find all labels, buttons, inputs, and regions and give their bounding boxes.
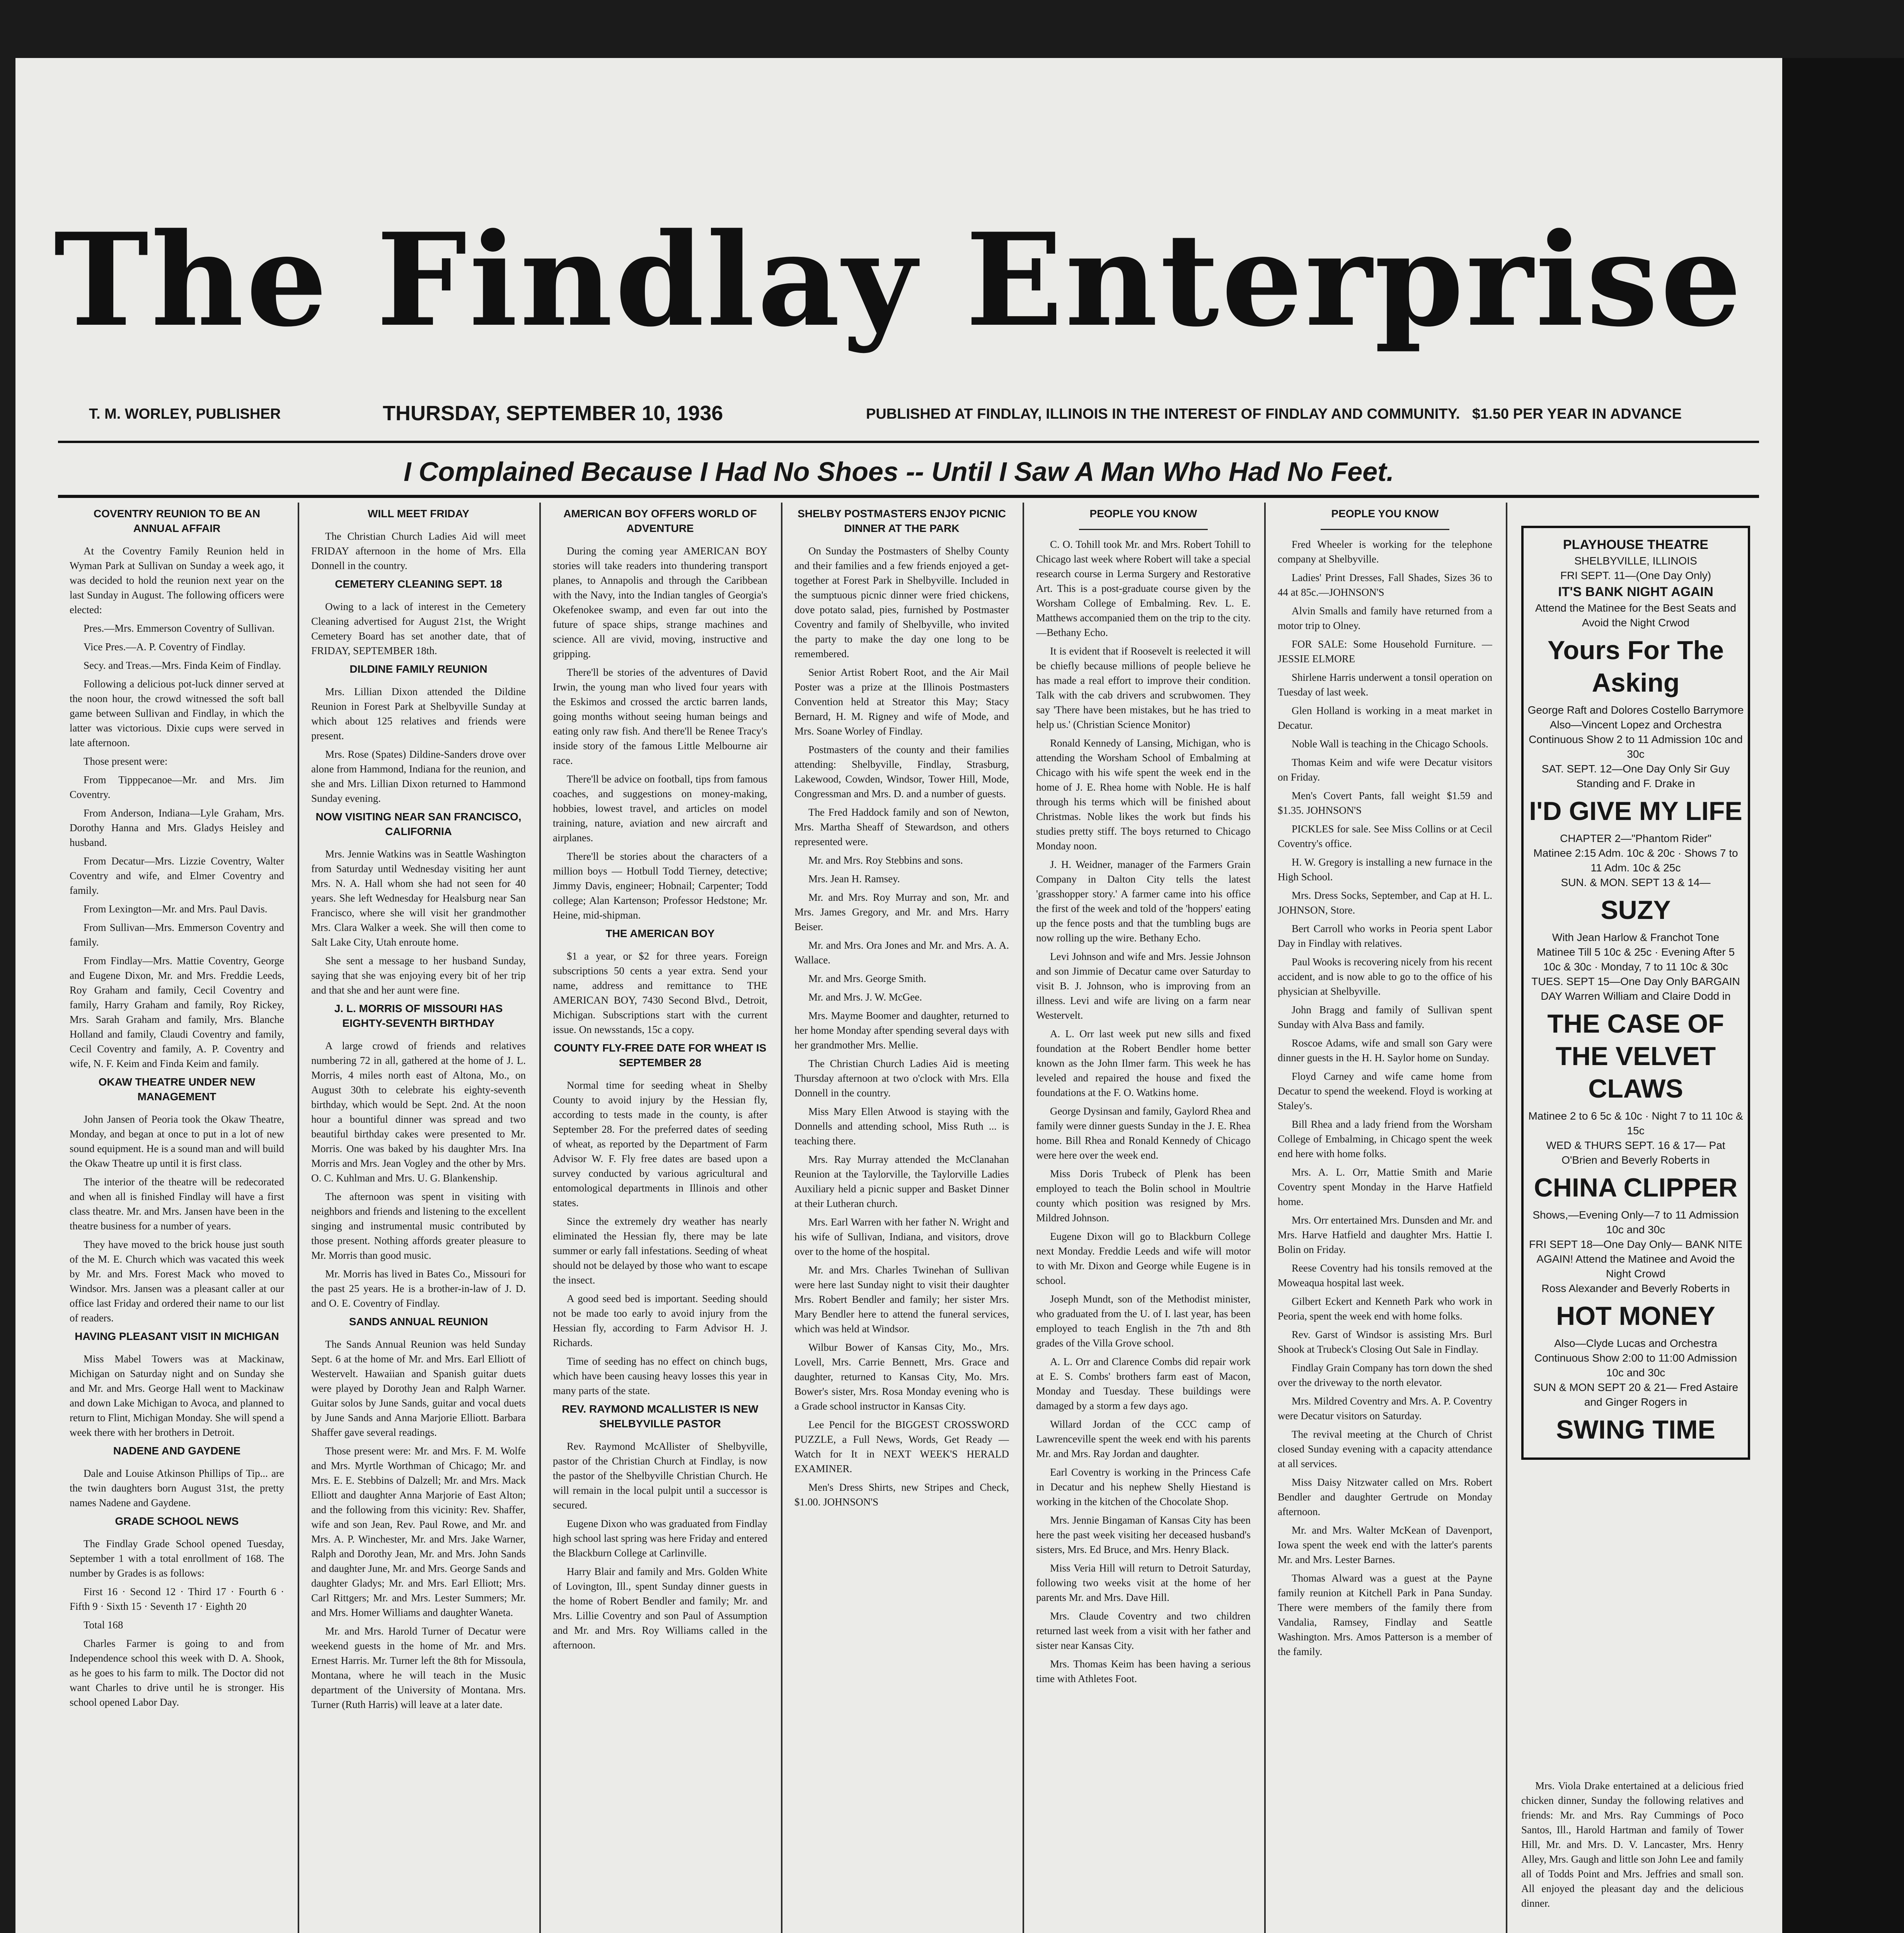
paragraph: Postmasters of the county and their families attending: Shelbyville, Findlay, Strasburg, Lakewood, Cowden, Windsor, Tower Hill, Mode, Congressman and Mrs. D. and a number of guests. (794, 744, 1009, 799)
paragraph: Dale and Louise Atkinson Phillips of Tip... are the twin daughters born August 31st, the pretty names Nadene and Gaydene. (70, 1468, 284, 1509)
ad-line: Also—Vincent Lopez and Orchestra Continuous Show 2 to 11 Admission 10c and 30c (1529, 719, 1743, 760)
paragraph: Men's Covert Pants, fall weight $1.59 and $1.35. JOHNSON'S (1278, 790, 1492, 816)
paragraph: Mrs. Lillian Dixon attended the Dildine Reunion in Forest Park at Shelbyville Sunday at which about 125 relatives and friends were present. (311, 686, 526, 741)
headline: PEOPLE YOU KNOW (1089, 508, 1197, 520)
paragraph: The afternoon was spent in visiting with neighbors and friends and listening to the excellent singing and instrumental music contributed by those present. Nothing affords greater pleasure to Mr. Morris than good music. (311, 1191, 526, 1261)
paragraph: It is evident that if Roosevelt is reelected it will be chiefly because millions of people believe he has made a real effort to improve their condition. Talk with the cab drivers and scrubwomen. They say 'There have been mistakes, but he has tried to help us.' (Christian Science Monitor) (1036, 645, 1251, 730)
ad-film-title: I'D GIVE MY LIFE (1529, 796, 1742, 826)
paragraph: Vice Pres.—A. P. Coventry of Findlay. (84, 641, 245, 653)
paragraph: Eugene Dixon who was graduated from Findlay high school last spring was here Friday and entered the Blackburn College at Carlinville. (553, 1518, 767, 1559)
headline: THE AMERICAN BOY (605, 927, 715, 939)
paragraph: Mrs. Jennie Bingaman of Kansas City has been here the past week visiting her deceased husband's sisters, Mrs. Ed Bruce, and Mrs. Henry Black. (1036, 1514, 1251, 1555)
paragraph: Alvin Smalls and family have returned from a motor trip to Olney. (1278, 605, 1492, 631)
paragraph: Lee Pencil for the BIGGEST CROSSWORD PUZZLE, a Full News, Words, Get Ready — Watch for It in NEXT WEEK'S HERALD EXAMINER. (794, 1419, 1009, 1474)
paragraph: Pres.—Mrs. Emmerson Coventry of Sullivan. (84, 622, 275, 634)
column-2 (311, 503, 526, 1933)
paragraph: Mrs. Thomas Keim has been having a serious time with Athletes Foot. (1036, 1658, 1251, 1684)
paragraph: H. W. Gregory is installing a new furnace in the High School. (1278, 856, 1492, 883)
theatre-advertisement (1521, 526, 1750, 1460)
column-rule (1506, 503, 1507, 1933)
headline: PEOPLE YOU KNOW (1331, 508, 1439, 520)
paragraph: The Christian Church Ladies Aid is meeting Thursday afternoon at two o'clock with Mrs. Ella Donnell in the country. (794, 1058, 1009, 1099)
paragraph: Shirlene Harris underwent a tonsil operation on Tuesday of last week. (1278, 672, 1492, 698)
headline: COUNTY FLY-FREE DATE FOR WHEAT IS SEPTEMBER 28 (554, 1042, 767, 1069)
paragraph: Mrs. Dress Socks, September, and Cap at H. L. JOHNSON, Store. (1278, 890, 1492, 916)
ad-line: FRI SEPT 18—One Day Only— BANK NITE AGAIN! Attend the Matinee and Avoid the Night Crowd (1529, 1238, 1742, 1280)
paragraph: Mr. and Mrs. Ora Jones and Mr. and Mrs. A. A. Wallace. (794, 939, 1009, 966)
ad-line: Matinee 2:15 Adm. 10c & 20c · Shows 7 to 11 Adm. 10c & 25c (1533, 847, 1738, 874)
paragraph: C. O. Tohill took Mr. and Mrs. Robert Tohill to Chicago last week where Robert will take a special research course in Lerma Surgery and Restorative Art. This is a post-graduate course given by the Worsham College of Embalming. Rev. L. E. Matthews accompanied them on the trip to the city.—Bethany Echo. (1036, 539, 1251, 638)
headline: AMERICAN BOY OFFERS WORLD OF ADVENTURE (563, 508, 757, 534)
ad-line: WED & THURS SEPT. 16 & 17— Pat O'Brien and Beverly Roberts in (1546, 1139, 1725, 1166)
paragraph: Paul Wooks is recovering nicely from his recent accident, and is now able to go to the office of his physician at Shelbyville. (1278, 956, 1492, 997)
paragraph: Wilbur Bower of Kansas City, Mo., Mrs. Lovell, Mrs. Carrie Bennett, Mrs. Grace and daughter, returned to Kansas City, Mo. Mrs. Bower's sister, Mrs. Rosa Monday evening who is a Grade school instructor in Kansas City. (794, 1342, 1009, 1412)
paragraph: The revival meeting at the Church of Christ closed Sunday evening with a capacity attendance at all services. (1278, 1428, 1492, 1469)
paragraph: Mr. and Mrs. George Smith. (808, 973, 926, 984)
paragraph: From Sullivan—Mrs. Emmerson Coventry and family. (70, 922, 284, 948)
paragraph: Harry Blair and family and Mrs. Golden White of Lovington, Ill., spent Sunday dinner guests in the home of Robert Bendler and family; Mr. and Mrs. Lillie Coventry and son Paul of Assumption and Mr. and Mrs. Roy Williams called in the afternoon. (553, 1566, 767, 1651)
paragraph: She sent a message to her husband Sunday, saying that she was enjoying every bit of her trip and that she and her aunt were fine. (311, 955, 526, 996)
paragraph: Earl Coventry is working in the Princess Cafe in Decatur and his nephew Shelly Hiestand is working in the kitchen of the Chocolate Shop. (1036, 1466, 1251, 1507)
paragraph: Mrs. Claude Coventry and two children returned last week from a visit with her father and sister near Kansas City. (1036, 1610, 1251, 1651)
paragraph: Those present were: Mr. and Mrs. F. M. Wolfe and Mrs. Myrtle Worthman of Chicago; Mr. and Mrs. E. E. Stebbins of Dalzell; Mr. and Mrs. Mack Elliott and daughter Anna Marjorie of East Alton; and the following from this vicinity: Rev. Shaffer, wife and son Jean, Rev. Paul Rowe, and Mr. and Mrs. A. P. Winchester, Mr. and Mrs. Jake Warner, Ralph and Dorothy Jean, Mr. and Mrs. John Sands and daughter June, Mr. and Mrs. George Sands and daughter Gladys; Mr. and Mrs. Earl Elliott; Mrs. Carl Rittgers; Mr. and Mrs. Lester Summers; Mr. and Mrs. Homer Williams and daughter Waneta. (311, 1445, 526, 1618)
paragraph: A. L. Orr last week put new sills and fixed foundation at the Robert Bendler home better known as the John Ilmer farm. This week he has leveled and repaired the house and fixed the foundations at the F. O. Watkins home. (1036, 1028, 1251, 1098)
headline: DILDINE FAMILY REUNION (349, 663, 488, 675)
headline: SANDS ANNUAL REUNION (349, 1316, 488, 1328)
paragraph: Glen Holland is working in a meat market in Decatur. (1278, 705, 1492, 731)
column-5 (1036, 503, 1251, 1933)
paragraph: Ladies' Print Dresses, Fall Shades, Sizes 36 to 44 at 85c.—JOHNSON'S (1278, 572, 1492, 598)
paragraph: Those present were: (84, 755, 168, 767)
paragraph: Mr. and Mrs. Walter McKean of Davenport, Iowa spent the week end with the latter's parents Mr. and Mrs. Lester Barnes. (1278, 1524, 1492, 1565)
headline: J. L. MORRIS OF MISSOURI HAS EIGHTY-SEVENTH BIRTHDAY (334, 1002, 503, 1029)
paragraph: Mrs. Ray Murray attended the McClanahan Reunion at the Taylorville, the Taylorville Ladies Auxiliary held a picnic supper and Basket Dinner at their Lutheran church. (794, 1154, 1009, 1209)
paragraph: Time of seeding has no effect on chinch bugs, which have been causing heavy losses this year in many parts of the state. (553, 1355, 767, 1396)
column-4 (794, 503, 1009, 1933)
paragraph: Willard Jordan of the CCC camp of Lawrenceville spent the week end with his parents Mr. and Mrs. Ray Jordan and daughter. (1036, 1418, 1251, 1459)
paragraph: John Bragg and family of Sullivan spent Sunday with Alva Bass and family. (1278, 1004, 1492, 1030)
paragraph: The Findlay Grade School opened Tuesday, September 1 with a total enrollment of 168. The number by Grades is as follows: (70, 1538, 284, 1579)
ad-line: SUN. & MON. SEPT 13 & 14— (1561, 876, 1711, 888)
banner-quote: I Complained Because I Had No Shoes -- Until I Saw A Man Who Had No Feet. (404, 457, 1394, 487)
paragraph: Floyd Carney and wife came home from Decatur to spend the weekend. Floyd is working at Staley's. (1278, 1070, 1492, 1111)
column-1 (70, 503, 284, 1933)
paragraph: Owing to a lack of interest in the Cemetery Cleaning advertised for August 21st, the Wright Cemetery Board has set another date, that of FRIDAY, SEPTEMBER 18th. (311, 601, 526, 656)
paragraph: Mrs. Jean H. Ramsey. (808, 873, 900, 885)
paragraph: Mr. and Mrs. Charles Twinehan of Sullivan were here last Sunday night to visit their daughter Mrs. Robert Bendler and family; her sister Mrs. Mary Bendler here to attend the funeral services, which was held at Windsor. (794, 1264, 1009, 1335)
paragraph: Reese Coventry had his tonsils removed at the Moweaqua hospital last week. (1278, 1262, 1492, 1289)
paragraph: Joseph Mundt, son of the Methodist minister, who graduated from the U. of I. last year, has been employed to teach English in the 7th and 8th grades of the Villa Grove school. (1036, 1293, 1251, 1349)
published-line (866, 406, 1682, 423)
headline: OKAW THEATRE UNDER NEW MANAGEMENT (98, 1076, 256, 1103)
paragraph: Eugene Dixon will go to Blackburn College next Monday. Freddie Leeds and wife will motor to with Mr. Dixon and George while Eugene is in school. (1036, 1231, 1251, 1286)
ad-line: Attend the Matinee for the Best Seats and Avoid the Night Crwod (1535, 602, 1736, 629)
paragraph: Roscoe Adams, wife and small son Gary were dinner guests in the H. H. Saylor home on Sunday. (1278, 1037, 1492, 1064)
headline: COVENTRY REUNION TO BE AN ANNUAL AFFAIR (94, 508, 260, 534)
ad-film-title: THE CASE OF THE VELVET CLAWS (1547, 1009, 1724, 1103)
paragraph: Rev. Raymond McAllister of Shelbyville, pastor of the Christian Church at Findlay, is now the pastor of the Shelbyville Christian Church. He will remain in the local pulpit until a successor is secured. (553, 1440, 767, 1511)
paragraph: The Fred Haddock family and son of Newton, Mrs. Martha Sheaff of Stewardson, and others represented were. (794, 806, 1009, 847)
paragraph: On Sunday the Postmasters of Shelby County and their families and a few friends enjoyed a get-together at Forest Park in Shelbyville. Included in the sumptuous picnic dinner were fried chickens, dove potato salad, pies, furnished by Postmaster Coventry and family of Shelbyville, who invited the party to make the day one long to be remembered. (794, 545, 1009, 660)
paragraph: At the Coventry Family Reunion held in Wyman Park at Sullivan on Sunday a week ago, it was decided to hold the reunion next year on the last Sunday in August. The following officers were elected: (70, 545, 284, 615)
headline-rule (1321, 529, 1449, 530)
subscription-price: $1.50 PER YEAR IN ADVANCE (1472, 406, 1682, 422)
paragraph: Miss Daisy Nitzwater called on Mrs. Robert Bendler and daughter Gertrude on Monday afternoon. (1278, 1476, 1492, 1517)
paragraph: Mr. and Mrs. Harold Turner of Decatur were weekend guests in the home of Mr. and Mrs. Ernest Harris. Mr. Turner left the 8th for Missoula, Montana, where he will teach in the Music department of the University of Montana. Mrs. Turner (Ruth Harris) will leave at a later date. (311, 1625, 526, 1710)
paragraph: Bert Carroll who works in Peoria spent Labor Day in Findlay with relatives. (1278, 923, 1492, 949)
paragraph: Mrs. Viola Drake entertained at a delicious fried chicken dinner, Sunday the following relatives and friends: Mr. and Mrs. Ray Cummings of Poco Santos, Ill., Harold Hartman and family of Tower Hill, Mr. and Mrs. D. V. Lancaster, Mrs. Henry Alley, Mrs. Gaugh and little son John Lee and family all of Todds Point and Mrs. Jeffries and small son. All enjoyed the pleasant day and the delicious dinner. (1521, 1780, 1744, 1909)
paragraph: There'll be stories of the adventures of David Irwin, the young man who lived four years with the Eskimos and crossed the arctic barren lands, going months without seeing human beings and eating only raw fish. And there'll be Renee Tracy's inside story of the famous Little Melbourne air race. (553, 666, 767, 766)
column-rule (1023, 503, 1024, 1933)
paragraph: PICKLES for sale. See Miss Collins or at Cecil Coventry's office. (1278, 823, 1492, 849)
paragraph: There'll be stories about the characters of a million boys — Hotbull Todd Tierney, detective; Jimmy Davis, engineer; Hobnail; Carpenter; Todd college; Alan Kartenson; Professor Hedstone; Mr. Heine, mid-shipman. (553, 851, 767, 921)
column-3 (553, 503, 767, 1933)
paragraph: George Dysinsan and family, Gaylord Rhea and family were dinner guests Sunday in the J. E. Rhea home. Bill Rhea and Ronald Kennedy of Chicago were here over the week end. (1036, 1105, 1251, 1161)
paragraph: Gilbert Eckert and Kenneth Park who work in Peoria, spent the week end with home folks. (1278, 1295, 1492, 1322)
paragraph: There'll be advice on football, tips from famous coaches, and suggestions on money-making, hobbies, lowest travel, and articles on model training, nature, aviation and new aircraft and airplanes. (553, 773, 767, 844)
headline: CEMETERY CLEANING SEPT. 18 (335, 578, 502, 590)
ad-film-title: HOT MONEY (1556, 1301, 1715, 1331)
ad-line: Matinee Till 5 10c & 25c · Evening After 5 10c & 30c · Monday, 7 to 11 10c & 30c (1536, 946, 1735, 973)
paragraph: From Decatur—Mrs. Lizzie Coventry, Walter Coventry and wife, and Elmer Coventry and family. (70, 855, 284, 896)
ad-film-title: CHINA CLIPPER (1534, 1173, 1738, 1202)
headline: REV. RAYMOND MCALLISTER IS NEW SHELBYVILLE PASTOR (562, 1403, 759, 1430)
paragraph: Mr. Morris has lived in Bates Co., Missouri for the past 25 years. He is a brother-in-law of J. D. and O. E. Coventry of Findlay. (311, 1268, 526, 1309)
column-7-news (1521, 1778, 1744, 1933)
ad-theatre-name: PLAYHOUSE THEATRE (1563, 537, 1708, 552)
paragraph: J. H. Weidner, manager of the Farmers Grain Company in Dalton City tells the latest 'grasshopper story.' A farmer came into his office the first of the week and told of the 'hoppers' eating up the fence posts and that the tumbling bugs are now rolling up the wire. Bethany Echo. (1036, 859, 1251, 944)
paragraph: Mrs. Mayme Boomer and daughter, returned to her home Monday after spending several days with her grandmother Mrs. Mellie. (794, 1010, 1009, 1051)
paragraph: Miss Doris Trubeck of Plenk has been employed to teach the Bolin school in Moultrie county which position was resigned by Mrs. Mildred Johnson. (1036, 1168, 1251, 1224)
ad-line: Ross Alexander and Beverly Roberts in (1541, 1282, 1730, 1294)
paragraph: Findlay Grain Company has torn down the shed over the driveway to the north elevator. (1278, 1362, 1492, 1388)
column-rule (298, 503, 299, 1933)
paragraph: Men's Dress Shirts, new Stripes and Check, $1.00. JOHNSON'S (794, 1481, 1009, 1508)
paragraph: Miss Mary Ellen Atwood is staying with the Donnells and attending school, Miss Ruth ... is teaching there. (794, 1106, 1009, 1147)
paragraph: Mrs. Orr entertained Mrs. Dunsden and Mr. and Mrs. Harve Hatfield and daughter Mrs. Hattie I. Bolin on Friday. (1278, 1214, 1492, 1255)
paragraph: Thomas Keim and wife were Decatur visitors on Friday. (1278, 757, 1492, 783)
masthead-title: The Findlay Enterprise (54, 205, 1744, 355)
headline: NOW VISITING NEAR SAN FRANCISCO, CALIFORNIA (315, 811, 522, 837)
ad-line: FRI SEPT. 11—(One Day Only) (1560, 569, 1711, 581)
paragraph: Mr. and Mrs. Roy Murray and son, Mr. and Mrs. James Gregory, and Mr. and Mrs. Harry Beiser. (794, 891, 1009, 932)
headline-rule (1079, 529, 1208, 530)
ad-line: CHAPTER 2—"Phantom Rider" (1560, 832, 1711, 844)
paragraph: Fred Wheeler is working for the telephone company at Shelbyville. (1278, 539, 1492, 565)
ad-line: Shows,—Evening Only—7 to 11 Admission 10c and 30c (1532, 1209, 1739, 1236)
paragraph: Senior Artist Robert Root, and the Air Mail Poster was a prize at the Illinois Postmasters Convention held at Streator this May; Stacy Bernard, H. M. Rigney and wife of Mode, and Mrs. Soane Worley of Findlay. (794, 666, 1009, 737)
paragraph: The Christian Church Ladies Aid will meet FRIDAY afternoon in the home of Mrs. Ella Donnell in the country. (311, 530, 526, 571)
ad-line: SUN & MON SEPT 20 & 21— Fred Astaire and Ginger Rogers in (1533, 1381, 1739, 1408)
paragraph: From Tipppecanoe—Mr. and Mrs. Jim Coventry. (70, 774, 284, 800)
headline: SHELBY POSTMASTERS ENJOY PICNIC DINNER AT THE PARK (798, 508, 1006, 534)
paragraph: A large crowd of friends and relatives numbering 72 in all, gathered at the home of J. L. Morris, 4 miles north east of Altona, Mo., on August 30th to celebrate his eighty-seventh birthday, which would be Sept. 2nd. At the noon hour a bountiful dinner was spread and two beautiful birthday cakes were presented to Mr. Morris. One was baked by his daughter Mrs. Ina Morris and Mrs. Jean Vogley and the other by Mrs. O. C. Kuhlman and Mrs. U. G. Blankenship. (311, 1040, 526, 1184)
columns (70, 503, 1771, 1933)
paragraph: From Lexington—Mr. and Mrs. Paul Davis. (84, 903, 268, 915)
paragraph: Noble Wall is teaching in the Chicago Schools. (1292, 738, 1488, 750)
page-edge (1782, 58, 1904, 1933)
column-rule (781, 503, 782, 1933)
paragraph: A good seed bed is important. Seeding should not be made too early to avoid injury from the Hessian fly, according to Farm Advisor H. J. Richards. (553, 1293, 767, 1348)
banner-rule (58, 495, 1759, 498)
paragraph: Mrs. A. L. Orr, Mattie Smith and Marie Coventry spent Monday in the Harve Hatfield home. (1278, 1166, 1492, 1207)
paragraph: Miss Mabel Towers was at Mackinaw, Michigan on Saturday night and on Sunday she and Mr. and Mrs. George Hall went to Mackinaw and down Lake Michigan to Avoca, and planned to return to Flint, Michigan Monday. She will spend a week there with her brothers in Detroit. (70, 1353, 284, 1438)
column-rule (1264, 503, 1266, 1933)
publisher: T. M. WORLEY, PUBLISHER (89, 406, 281, 422)
paragraph: Charles Farmer is going to and from Independence school this week with D. A. Shook, as he goes to his farm to milk. The Doctor did not want Charles to drive until he is stronger. His school opened Labor Day. (70, 1638, 284, 1708)
paragraph: John Jansen of Peoria took the Okaw Theatre, Monday, and began at once to put in a lot of new sound equipment. He is a sound man and will build the Okaw Theatre up until it is first class. (70, 1113, 284, 1169)
paragraph: From Anderson, Indiana—Lyle Graham, Mrs. Dorothy Hanna and Mrs. Gladys Heisley and husband. (70, 807, 284, 848)
paragraph: From Findlay—Mrs. Mattie Coventry, George and Eugene Dixon, Mr. and Mrs. Freddie Leeds, Roy Graham and family, Cecil Coventry and family, Harry Graham and family, Roy Rickey, Mrs. Sarah Graham and family, Mrs. Blanche Holland and family, Claudi Coventry and family, Cecil Coventry and family, A. P. Coventry and wife, N. F. Keim and Finda Keim and family. (70, 955, 284, 1069)
paragraph: During the coming year AMERICAN BOY stories will take readers into thundering transport planes, to Annapolis and through the Caribbean with the Navy, into the Indian tangles of Georgia's Okefenokee swamp, and even far out into the future of space ships, strange machines and science. All are vivid, moving, instructive and gripping. (553, 545, 767, 660)
paragraph: Mr. and Mrs. Roy Stebbins and sons. (808, 854, 963, 866)
top-rule (58, 441, 1759, 443)
grade-list: First 16 · Second 12 · Third 17 · Fourth 6 · Fifth 9 · Sixth 15 · Seventh 17 · Eighth 20 (70, 1586, 284, 1612)
published-statement: PUBLISHED AT FINDLAY, ILLINOIS IN THE INTEREST OF FINDLAY AND COMMUNITY. (866, 406, 1460, 422)
ad-line: TUES. SEPT 15—One Day Only BARGAIN DAY Warren William and Claire Dodd in (1531, 975, 1740, 1002)
paragraph: A. L. Orr and Clarence Combs did repair work at E. S. Combs' brothers farm east of Macon, Monday and Tuesday. These buildings were damaged by a storm a few days ago. (1036, 1356, 1251, 1411)
paragraph: Bill Rhea and a lady friend from the Worsham College of Embalming, in Chicago spent the week end here with home folks. (1278, 1118, 1492, 1159)
grade-total: Total 168 (84, 1619, 123, 1631)
paragraph: Following a delicious pot-luck dinner served at the noon hour, the crowd witnessed the soft ball game between Sullivan and Findlay, in which the latter was victorious. Dixie cups were served in late afternoon. (70, 678, 284, 748)
paragraph: Mrs. Mildred Coventry and Mrs. A. P. Coventry were Decatur visitors on Saturday. (1278, 1395, 1492, 1422)
ad-film-title: Yours For The Asking (1548, 636, 1724, 697)
column-rule (539, 503, 541, 1933)
paragraph: Mrs. Rose (Spates) Dildine-Sanders drove over alone from Hammond, Indiana for the reunion, and she and Mrs. Lillian Dixon returned to Hammond Sunday evening. (311, 748, 526, 804)
paragraph: The Sands Annual Reunion was held Sunday Sept. 6 at the home of Mr. and Mrs. Earl Elliott of Westervelt. Hawaiian and Spanish guitar duets were played by Dorothy Jean and Ralph Warner. Guitar solos by June Sands, guitar and vocal duets by June Sands and Anna Marjorie Elliott. Barbara Shaffer gave several readings. (311, 1338, 526, 1438)
paragraph: Secy. and Treas.—Mrs. Finda Keim of Findlay. (84, 660, 281, 671)
paragraph: They have moved to the brick house just south of the M. E. Church which was vacated this week by Mr. and Mrs. Forest Mack who moved to Windsor. Mrs. Jansen was a pleasant caller at our office last Friday and ordered their name to our list of readers. (70, 1239, 284, 1324)
ad-line: George Raft and Dolores Costello Barrymore (1527, 704, 1744, 716)
paragraph: Levi Johnson and wife and Mrs. Jessie Johnson and son Jimmie of Decatur came over Saturday to visit B. J. Johnson, who is improving from an illness. Levi and wife are living on a farm near Westervelt. (1036, 951, 1251, 1021)
paragraph: Since the extremely dry weather has nearly eliminated the Hessian fly, there may be late summer or early fall infestations. Seeding of wheat should not be delayed by those who want to escape the insect. (553, 1215, 767, 1286)
ad-film-title: SUZY (1601, 895, 1671, 925)
paragraph: $1 a year, or $2 for three years. Foreign subscriptions 50 cents a year extra. Send your name, address and remittance to THE AMERICAN BOY, 7430 Second Blvd., Detroit, Michigan. Subscriptions start with the current issue. On newsstands, 15c a copy. (553, 950, 767, 1035)
ad-line: Also—Clyde Lucas and Orchestra Continuous Show 2:00 to 11:00 Admission 10c and 30c (1534, 1337, 1737, 1379)
paragraph: Thomas Alward was a guest at the Payne family reunion at Kitchell Park in Pana Sunday. There were members of the family there from Vandalia, Ramsey, Findlay and Seattle Washington. Mrs. Amos Patterson is a member of the family. (1278, 1572, 1492, 1657)
paragraph: The interior of the theatre will be redecorated and when all is finished Findlay will have a first class theatre. Mr. and Mrs. Jansen have been in the theatre business for a number of years. (70, 1176, 284, 1232)
publication-bar (15, 398, 1782, 433)
paragraph: Ronald Kennedy of Lansing, Michigan, who is attending the Worsham School of Embalming at Chicago with his wife spent the week end in the home of J. E. Rhea home with Noble. He is half through his terms which will be finished about Christmas. Noble likes the work but finds his studies pretty stiff. The boys returned to Chicago Monday noon. (1036, 737, 1251, 852)
newspaper-page (15, 58, 1782, 1933)
ad-line: With Jean Harlow & Franchot Tone (1552, 931, 1720, 943)
paragraph: Mrs. Earl Warren with her father N. Wright and his wife of Sullivan, Indiana, and visitors, drove over to the home of the hospital. (794, 1216, 1009, 1257)
issue-date: THURSDAY, SEPTEMBER 10, 1936 (383, 402, 723, 425)
ad-line: Matinee 2 to 6 5c & 10c · Night 7 to 11 10c & 15c (1528, 1110, 1743, 1137)
paragraph: FOR SALE: Some Household Furniture. —JESSIE ELMORE (1278, 638, 1492, 665)
ad-town: SHELBYVILLE, ILLINOIS (1574, 555, 1697, 567)
headline: NADENE AND GAYDENE (113, 1445, 241, 1457)
headline: WILL MEET FRIDAY (368, 508, 469, 520)
paragraph: Miss Veria Hill will return to Detroit Saturday, following two weeks visit at the home of her parents Mr. and Mrs. Dave Hill. (1036, 1562, 1251, 1603)
paragraph: Mrs. Jennie Watkins was in Seattle Washington from Saturday until Wednesday visiting her aunt Mrs. N. A. Hall whom she had not seen for 40 years. She left Wednesday for Healsburg near San Francisco, where she will visit her grandmother Mrs. Clara Walker a week. She will then come to Salt Lake City, Utah enroute home. (311, 848, 526, 948)
column-6 (1278, 503, 1492, 1933)
paragraph: Rev. Garst of Windsor is assisting Mrs. Burl Shook at Trubeck's Closing Out Sale in Findlay. (1278, 1329, 1492, 1355)
paragraph: Mr. and Mrs. J. W. McGee. (808, 991, 922, 1003)
ad-line: SAT. SEPT. 12—One Day Only Sir Guy Standing and F. Drake in (1541, 763, 1730, 789)
ad-film-title: SWING TIME (1556, 1415, 1715, 1444)
headline: HAVING PLEASANT VISIT IN MICHIGAN (75, 1330, 279, 1342)
paragraph: Normal time for seeding wheat in Shelby County to avoid injury by the Hessian fly, according to tests made in the county, is after September 28. For the preferred dates of seeding of wheat, as reported by the Department of Farm Advisor W. F. Fly free dates are based upon a survey conducted by various agricultural and entomological departments in Illinois and other states. (553, 1079, 767, 1209)
headline: GRADE SCHOOL NEWS (115, 1515, 239, 1527)
ad-line: IT'S BANK NIGHT AGAIN (1558, 585, 1713, 599)
